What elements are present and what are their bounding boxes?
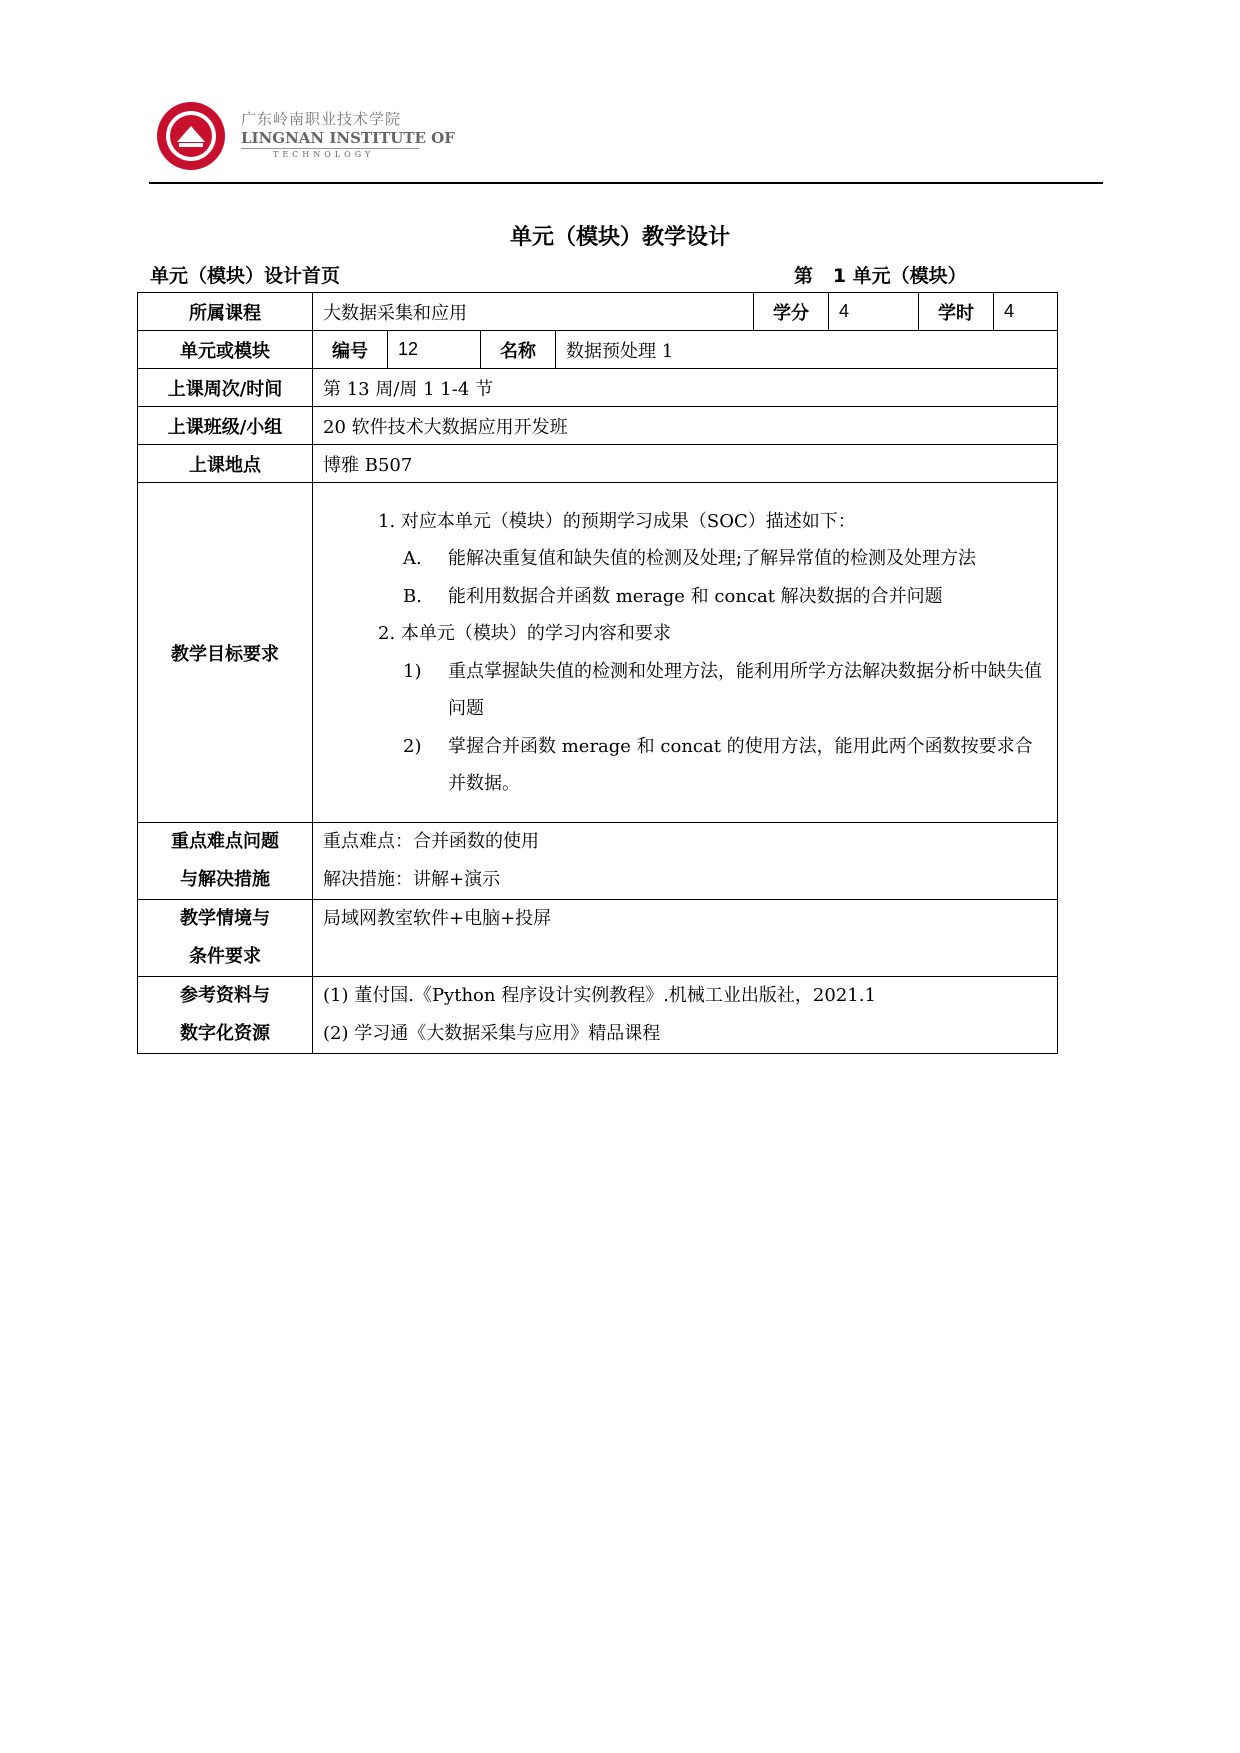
env-label-line-2: 条件要求 <box>189 946 261 967</box>
objective-text-a: 能解决重复值和缺失值的检测及处理;了解异常值的检测及处理方法 <box>448 548 977 569</box>
class-value: 20 软件技术大数据应用开发班 <box>313 407 1058 445</box>
table-row <box>138 445 1058 483</box>
key-label-line-1: 重点难点问题 <box>171 831 279 852</box>
objective-text-sub2: 掌握合并函数 merage 和 concat 的使用方法，能用此两个函数按要求合并数据。 <box>448 735 1033 794</box>
logo-divider <box>241 148 419 149</box>
number-value: 12 <box>388 331 481 369</box>
subtitle-left: 单元（模块）设计首页 <box>150 265 341 287</box>
objectives-label: 教学目标要求 <box>138 483 313 823</box>
objective-item-2: 2. 本单元（模块）的学习内容和要求 <box>378 623 671 644</box>
unit-label: 单元或模块 <box>138 331 313 369</box>
table-row <box>138 293 1058 331</box>
table-row <box>138 823 1058 900</box>
objective-item-b <box>368 578 1047 616</box>
ref-label <box>138 977 313 1054</box>
hours-value: 4 <box>994 293 1058 331</box>
subtitle-right: 第 1 单元（模块） <box>794 265 967 287</box>
key-value-line-2: 解决措施：讲解+演示 <box>323 869 501 890</box>
week-label: 上课周次/时间 <box>138 369 313 407</box>
objective-item-1: 1. 对应本单元（模块）的预期学习成果（SOC）描述如下： <box>378 510 856 532</box>
table-row <box>138 483 1058 823</box>
env-value <box>313 900 1058 977</box>
week-value: 第 13 周/周 1 1-4 节 <box>313 369 1058 407</box>
ref-label-line-2: 数字化资源 <box>180 1023 270 1044</box>
place-label: 上课地点 <box>138 445 313 483</box>
table-row <box>138 900 1058 977</box>
course-value: 大数据采集和应用 <box>313 293 754 331</box>
objective-sub-2 <box>323 728 1047 803</box>
number-label: 编号 <box>313 331 388 369</box>
place-value: 博雅 B507 <box>313 445 1058 483</box>
env-label <box>138 900 313 977</box>
name-value: 数据预处理 1 <box>556 331 1058 369</box>
document-title: 单元（模块）教学设计 <box>509 225 730 250</box>
table-row <box>138 331 1058 369</box>
table-row <box>138 369 1058 407</box>
objectives-cell <box>313 483 1058 823</box>
design-table <box>137 292 1058 1054</box>
credit-value: 4 <box>829 293 919 331</box>
ref-label-line-1: 参考资料与 <box>180 985 270 1006</box>
header-rule <box>149 182 1103 184</box>
key-value <box>313 823 1058 900</box>
table-row <box>138 407 1058 445</box>
ref-value-line-1: (1) 董付国.《Python 程序设计实例教程》.机械工业出版社，2021.1 <box>323 985 876 1006</box>
ref-value-line-2: (2) 学习通《大数据采集与应用》精品课程 <box>323 1023 661 1044</box>
objective-mark-a: A. <box>403 548 422 569</box>
objective-mark-sub2: 2) <box>403 735 422 757</box>
table-row <box>138 977 1058 1054</box>
objective-item-a <box>368 540 1047 578</box>
key-label <box>138 823 313 900</box>
school-seal-icon <box>155 100 227 172</box>
school-logo <box>155 100 455 172</box>
key-value-line-1: 重点难点：合并函数的使用 <box>323 831 539 852</box>
school-name-en: LINGNAN INSTITUTE OF <box>241 129 455 147</box>
objective-sub-1 <box>323 653 1047 728</box>
objective-mark-b: B. <box>403 585 422 607</box>
hours-label: 学时 <box>919 293 994 331</box>
objective-mark-sub1: 1) <box>403 660 422 682</box>
objective-text-b: 能利用数据合并函数 merage 和 concat 解决数据的合并问题 <box>448 585 943 607</box>
objective-text-sub1: 重点掌握缺失值的检测和处理方法，能利用所学方法解决数据分析中缺失值问题 <box>448 660 1042 719</box>
key-label-line-2: 与解决措施 <box>180 869 270 890</box>
env-label-line-1: 教学情境与 <box>180 908 270 929</box>
ref-value <box>313 977 1058 1054</box>
env-value-line: 局域网教室软件+电脑+投屏 <box>323 908 552 929</box>
course-label: 所属课程 <box>138 293 313 331</box>
class-label: 上课班级/小组 <box>138 407 313 445</box>
school-name-en-2: TECHNOLOGY <box>273 150 375 159</box>
credit-label: 学分 <box>754 293 829 331</box>
school-name-cn: 广东岭南职业技术学院 <box>241 110 402 128</box>
name-label: 名称 <box>481 331 556 369</box>
